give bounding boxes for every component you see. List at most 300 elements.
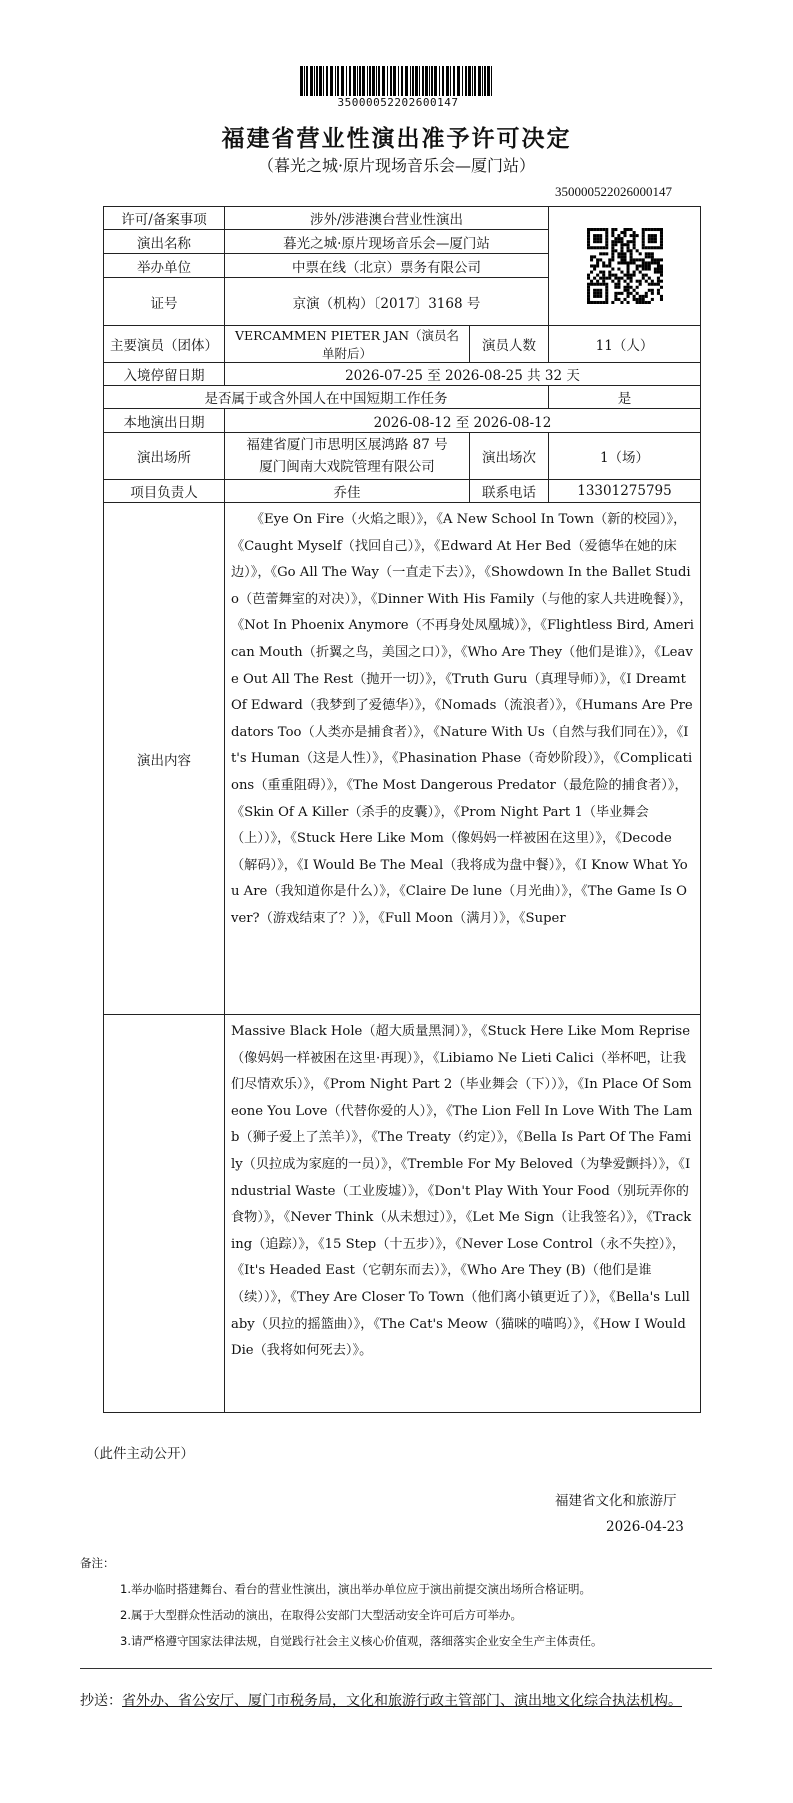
qr-module bbox=[605, 277, 608, 280]
qr-module bbox=[617, 280, 620, 283]
qr-module bbox=[599, 301, 602, 304]
qr-module bbox=[650, 228, 653, 231]
qr-module bbox=[617, 298, 620, 301]
qr-module bbox=[632, 240, 635, 243]
qr-module bbox=[641, 237, 644, 240]
qr-module bbox=[647, 289, 650, 292]
qr-module bbox=[632, 234, 635, 237]
qr-module bbox=[626, 286, 629, 289]
qr-module bbox=[614, 249, 617, 252]
barcode-bar bbox=[304, 66, 305, 96]
qr-module bbox=[590, 264, 593, 267]
qr-module bbox=[617, 268, 620, 271]
qr-module bbox=[605, 252, 608, 255]
qr-module bbox=[653, 246, 656, 249]
qr-module bbox=[641, 258, 644, 261]
qr-module bbox=[626, 274, 629, 277]
qr-module bbox=[641, 295, 644, 298]
qr-module bbox=[593, 295, 596, 298]
qr-module bbox=[593, 283, 596, 286]
qr-module bbox=[596, 301, 599, 304]
barcode-bar bbox=[341, 66, 344, 96]
organizer-label: 举办单位 bbox=[104, 254, 225, 278]
qr-module bbox=[587, 234, 590, 237]
qr-module bbox=[599, 292, 602, 295]
qr-module bbox=[659, 286, 662, 289]
qr-module bbox=[611, 231, 614, 234]
foreign-work-label: 是否属于或含外国人在中国短期工作任务 bbox=[104, 386, 549, 409]
qr-module bbox=[596, 234, 599, 237]
barcode-bar bbox=[453, 66, 455, 96]
qr-module bbox=[620, 271, 623, 274]
barcode-bar bbox=[429, 66, 430, 96]
qr-module bbox=[605, 243, 608, 246]
barcode-bar bbox=[319, 66, 322, 96]
qr-module bbox=[596, 246, 599, 249]
qr-module bbox=[656, 292, 659, 295]
public-note: （此件主动公开） bbox=[86, 1446, 194, 1462]
qr-module bbox=[593, 289, 596, 292]
qr-module bbox=[605, 283, 608, 286]
phone-label: 联系电话 bbox=[470, 480, 549, 503]
barcode-bar bbox=[393, 66, 396, 96]
qr-module bbox=[596, 274, 599, 277]
qr-module bbox=[644, 301, 647, 304]
qr-module bbox=[644, 280, 647, 283]
qr-module bbox=[638, 301, 641, 304]
qr-module bbox=[623, 298, 626, 301]
qr-module bbox=[659, 246, 662, 249]
qr-module bbox=[620, 277, 623, 280]
qr-module bbox=[620, 240, 623, 243]
qr-module bbox=[599, 237, 602, 240]
qr-module bbox=[587, 243, 590, 246]
qr-module bbox=[611, 252, 614, 255]
barcode-bar bbox=[382, 66, 385, 96]
qr-module bbox=[647, 246, 650, 249]
qr-module bbox=[650, 298, 653, 301]
qr-module bbox=[626, 295, 629, 298]
qr-module bbox=[650, 237, 653, 240]
venue-line-1: 福建省厦门市思明区展鸿路 87 号 bbox=[246, 437, 448, 453]
qr-module bbox=[638, 258, 641, 261]
qr-module bbox=[647, 240, 650, 243]
qr-module bbox=[611, 240, 614, 243]
qr-module bbox=[650, 261, 653, 264]
qr-module bbox=[587, 289, 590, 292]
qr-module bbox=[596, 283, 599, 286]
qr-module bbox=[635, 249, 638, 252]
qr-module bbox=[629, 280, 632, 283]
qr-module bbox=[659, 280, 662, 283]
qr-module bbox=[617, 283, 620, 286]
qr-module bbox=[638, 295, 641, 298]
barcode-bar bbox=[468, 66, 471, 96]
qr-module bbox=[611, 246, 614, 249]
qr-module bbox=[593, 255, 596, 258]
qr-module bbox=[641, 246, 644, 249]
qr-module bbox=[626, 277, 629, 280]
qr-module bbox=[596, 295, 599, 298]
qr-module bbox=[653, 271, 656, 274]
qr-module bbox=[617, 255, 620, 258]
qr-module bbox=[647, 283, 650, 286]
sessions-label: 演出场次 bbox=[470, 433, 549, 480]
venue-value bbox=[225, 433, 470, 480]
issue-date: 2026-04-23 bbox=[606, 1519, 684, 1535]
performer-count-label: 演员人数 bbox=[470, 326, 549, 363]
qr-module bbox=[617, 292, 620, 295]
qr-module bbox=[641, 243, 644, 246]
qr-module bbox=[602, 271, 605, 274]
qr-module bbox=[638, 280, 641, 283]
qr-module bbox=[647, 301, 650, 304]
qr-module bbox=[629, 286, 632, 289]
venue-label: 演出场所 bbox=[104, 433, 225, 480]
qr-module bbox=[599, 228, 602, 231]
qr-module bbox=[599, 240, 602, 243]
manager-value: 乔佳 bbox=[225, 480, 470, 503]
qr-module bbox=[635, 280, 638, 283]
qr-module bbox=[626, 289, 629, 292]
qr-module bbox=[620, 246, 623, 249]
remark-item: 3.请严格遵守国家法律法规，自觉践行社会主义核心价值观，落细落实企业安全生产主体责任。 bbox=[120, 1634, 603, 1648]
barcode-bar bbox=[359, 66, 361, 96]
qr-module bbox=[611, 280, 614, 283]
qr-module bbox=[605, 228, 608, 231]
qr-module bbox=[593, 228, 596, 231]
qr-module bbox=[635, 286, 638, 289]
qr-module bbox=[629, 292, 632, 295]
performer-count-value: 11（人） bbox=[549, 326, 701, 363]
qr-module bbox=[623, 280, 626, 283]
qr-module bbox=[626, 243, 629, 246]
qr-module bbox=[644, 264, 647, 267]
qr-module bbox=[608, 271, 611, 274]
organizer-value: 中票在线（北京）票务有限公司 bbox=[225, 254, 549, 278]
qr-module bbox=[650, 255, 653, 258]
qr-module bbox=[617, 286, 620, 289]
qr-module bbox=[593, 264, 596, 267]
qr-module bbox=[638, 298, 641, 301]
qr-module bbox=[608, 258, 611, 261]
qr-module bbox=[593, 277, 596, 280]
local-date-value: 2026-08-12 至 2026-08-12 bbox=[225, 409, 701, 433]
qr-module bbox=[656, 280, 659, 283]
qr-module bbox=[617, 234, 620, 237]
qr-module bbox=[605, 292, 608, 295]
qr-module bbox=[602, 301, 605, 304]
qr-module bbox=[644, 252, 647, 255]
qr-module bbox=[623, 228, 626, 231]
qr-module bbox=[635, 258, 638, 261]
qr-module bbox=[599, 246, 602, 249]
qr-module bbox=[626, 301, 629, 304]
qr-module bbox=[620, 231, 623, 234]
qr-module bbox=[596, 237, 599, 240]
qr-module bbox=[605, 286, 608, 289]
qr-module bbox=[644, 295, 647, 298]
content-part-2: Massive Black Hole（超大质量黑洞）》，《Stuck Here Like Mom Reprise（像妈妈一样被困在这里·再现）》，《Libiamo Ne Lieti Calici（举杯吧，让我们尽情欢乐）》，《Prom Night Part 2（毕业舞会（下））》，《In Place Of Someone You Love（代替你爱的人）》，《The Lion Fell In Love With The Lamb（狮子爱上了羔羊）》，《The Treaty（约定）》，《Bella Is Part Of The Family（贝拉成为家庭的一员）》，《Tremble For My Beloved（为挚爱颤抖）》，《Industrial Waste（工业废墟）》，《Don't Play With Your Food（别玩弄你的食物）》，《Never Think（从未想过）》，《Let Me Sign（让我签名）》，《Tracking（追踪）》，《15 Step（十五步）》，《Never Lose Control（永不失控）》，《It's Headed East（它朝东而去）》，《Who Are They (B)（他们是谁（续））》，《They Are Closer To Town（他们离小镇更近了）》，《Bella's Lullaby（贝拉的摇篮曲）》，《The Cat's Meow（猫咪的喵呜）》，《How I Would Die（我将如何死去）》。 bbox=[225, 1015, 701, 1413]
qr-module bbox=[599, 295, 602, 298]
qr-module bbox=[617, 240, 620, 243]
qr-module bbox=[635, 298, 638, 301]
qr-module bbox=[644, 228, 647, 231]
barcode-bar bbox=[422, 66, 424, 96]
content-part-1: 《Eye On Fire（火焰之眼）》，《A New School In Town（新的校园）》，《Caught Myself（找回自己）》，《Edward At Her Bed（爱德华在她的床边）》，《Go All The Way（一直走下去）》，《Showdown In the Ballet Studio（芭蕾舞室的对决）》，《Dinner With His Family（与他的家人共进晚餐）》，《Not In Phoenix Anymore（不再身处凤凰城）》，《Flightless Bird, American Mouth（折翼之鸟，美国之口）》，《Who Are They（他们是谁）》，《Leave Out All The Rest（抛开一切）》，《Truth Guru（真理导师）》，《I Dreamt Of Edward（我梦到了爱德华）》，《Nomads（流浪者）》，《Humans Are Predators Too（人类亦是捕食者）》，《Nature With Us（自然与我们同在）》，《It's Human（这是人性）》，《Phasination Phase（奇妙阶段）》，《Complications（重重阻碍）》，《The Most Dangerous Predator（最危险的捕食者）》，《Skin Of A Killer（杀手的皮囊）》，《Prom Night Part 1（毕业舞会（上））》，《Stuck Here Like Mom（像妈妈一样被困在这里）》，《Decode（解码）》，《I Would Be The Meal（我将成为盘中餐）》，《I Know What You Are（我知道你是什么）》，《Claire De lune（月光曲）》，《The Game Is Over?（游戏结束了？）》，《Full Moon（满月）》，《Super bbox=[225, 503, 701, 1015]
qr-module bbox=[641, 240, 644, 243]
qr-module bbox=[623, 289, 626, 292]
qr-module bbox=[611, 249, 614, 252]
barcode-bar bbox=[465, 66, 467, 96]
qr-module bbox=[629, 258, 632, 261]
barcode-bar bbox=[415, 66, 418, 96]
qr-module bbox=[608, 261, 611, 264]
qr-module bbox=[587, 228, 590, 231]
qr-module bbox=[638, 283, 641, 286]
qr-module bbox=[641, 228, 644, 231]
qr-module bbox=[605, 264, 608, 267]
qr-module bbox=[590, 271, 593, 274]
qr-module bbox=[629, 274, 632, 277]
phone-value: 13301275795 bbox=[549, 480, 701, 503]
barcode-bar bbox=[434, 66, 437, 96]
qr-module bbox=[587, 246, 590, 249]
performer-value: VERCAMMEN PIETER JAN（演员名单附后） bbox=[225, 326, 470, 363]
qr-module bbox=[647, 261, 650, 264]
qr-module bbox=[605, 298, 608, 301]
license-type-label: 许可/备案事项 bbox=[104, 207, 225, 230]
qr-module bbox=[614, 228, 617, 231]
qr-module bbox=[599, 252, 602, 255]
qr-module bbox=[632, 258, 635, 261]
qr-module bbox=[611, 243, 614, 246]
qr-module bbox=[623, 258, 626, 261]
qr-code bbox=[587, 228, 663, 304]
qr-module bbox=[614, 283, 617, 286]
qr-module bbox=[641, 234, 644, 237]
venue-line-2: 厦门闽南大戏院管理有限公司 bbox=[259, 459, 435, 475]
qr-module bbox=[587, 237, 590, 240]
barcode bbox=[300, 66, 496, 96]
qr-module bbox=[644, 274, 647, 277]
qr-module bbox=[620, 258, 623, 261]
issuer: 福建省文化和旅游厅 bbox=[555, 1493, 677, 1509]
qr-module bbox=[623, 274, 626, 277]
barcode-bar bbox=[410, 66, 411, 96]
qr-module bbox=[593, 240, 596, 243]
document-title: 福建省营业性演出准予许可决定 bbox=[221, 126, 572, 152]
qr-module bbox=[623, 231, 626, 234]
qr-module bbox=[620, 249, 623, 252]
qr-module bbox=[629, 234, 632, 237]
qr-module bbox=[608, 274, 611, 277]
qr-module bbox=[620, 261, 623, 264]
qr-module bbox=[605, 237, 608, 240]
qr-module bbox=[650, 252, 653, 255]
qr-module bbox=[605, 246, 608, 249]
qr-module bbox=[596, 258, 599, 261]
qr-module bbox=[632, 274, 635, 277]
qr-module bbox=[620, 255, 623, 258]
qr-module bbox=[626, 264, 629, 267]
qr-module bbox=[608, 277, 611, 280]
barcode-bar bbox=[323, 66, 324, 96]
qr-module bbox=[647, 264, 650, 267]
qr-module bbox=[641, 277, 644, 280]
qr-module bbox=[611, 274, 614, 277]
qr-module bbox=[596, 292, 599, 295]
cert-label: 证号 bbox=[104, 278, 225, 326]
qr-module bbox=[659, 243, 662, 246]
qr-module bbox=[641, 231, 644, 234]
barcode-bar bbox=[314, 66, 315, 96]
qr-module bbox=[602, 252, 605, 255]
stay-label: 入境停留日期 bbox=[104, 363, 225, 386]
qr-module bbox=[599, 234, 602, 237]
qr-module bbox=[611, 268, 614, 271]
qr-module bbox=[629, 277, 632, 280]
qr-module bbox=[650, 258, 653, 261]
qr-module bbox=[659, 234, 662, 237]
local-date-label: 本地演出日期 bbox=[104, 409, 225, 433]
qr-module bbox=[629, 255, 632, 258]
qr-module bbox=[611, 258, 614, 261]
qr-module bbox=[608, 264, 611, 267]
qr-module bbox=[656, 258, 659, 261]
qr-module bbox=[647, 277, 650, 280]
qr-module bbox=[653, 240, 656, 243]
qr-module bbox=[659, 268, 662, 271]
qr-module bbox=[656, 264, 659, 267]
qr-module bbox=[638, 271, 641, 274]
qr-module bbox=[617, 252, 620, 255]
qr-module bbox=[614, 292, 617, 295]
qr-module bbox=[653, 237, 656, 240]
barcode-bar bbox=[446, 66, 449, 96]
barcode-bar bbox=[474, 66, 476, 96]
qr-module bbox=[659, 271, 662, 274]
qr-module bbox=[653, 268, 656, 271]
show-name-label: 演出名称 bbox=[104, 230, 225, 254]
qr-module bbox=[629, 252, 632, 255]
qr-module bbox=[623, 255, 626, 258]
qr-module bbox=[644, 261, 647, 264]
qr-module bbox=[602, 280, 605, 283]
qr-module bbox=[632, 231, 635, 234]
qr-module bbox=[629, 228, 632, 231]
barcode-bar bbox=[431, 66, 433, 96]
qr-module bbox=[647, 252, 650, 255]
qr-module bbox=[650, 289, 653, 292]
qr-module bbox=[650, 283, 653, 286]
qr-module bbox=[635, 292, 638, 295]
qr-module bbox=[590, 246, 593, 249]
document-subtitle: （暮光之城·原片现场音乐会—厦门站） bbox=[257, 156, 536, 175]
qr-module bbox=[620, 243, 623, 246]
qr-module bbox=[638, 264, 641, 267]
qr-module bbox=[590, 255, 593, 258]
barcode-bar bbox=[367, 66, 368, 96]
qr-module bbox=[632, 298, 635, 301]
barcode-bar bbox=[362, 66, 365, 96]
qr-module bbox=[590, 228, 593, 231]
manager-label: 项目负责人 bbox=[104, 480, 225, 503]
barcode-bar bbox=[330, 66, 333, 96]
qr-module bbox=[590, 280, 593, 283]
qr-module bbox=[659, 298, 662, 301]
qr-module bbox=[641, 261, 644, 264]
barcode-bar bbox=[369, 66, 371, 96]
qr-module bbox=[644, 246, 647, 249]
qr-module bbox=[620, 237, 623, 240]
qr-module bbox=[587, 301, 590, 304]
qr-module bbox=[659, 240, 662, 243]
qr-module bbox=[602, 283, 605, 286]
qr-module bbox=[596, 280, 599, 283]
remark-item: 1.举办临时搭建舞台、看台的营业性演出，演出举办单位应于演出前提交演出场所合格证明。 bbox=[120, 1582, 591, 1596]
qr-module bbox=[587, 298, 590, 301]
qr-module bbox=[647, 255, 650, 258]
qr-module bbox=[602, 274, 605, 277]
qr-module bbox=[650, 240, 653, 243]
document-number: 350000522026000147 bbox=[555, 184, 672, 199]
barcode-bar bbox=[484, 66, 486, 96]
qr-module bbox=[656, 289, 659, 292]
qr-module bbox=[623, 286, 626, 289]
qr-module bbox=[656, 268, 659, 271]
qr-module bbox=[614, 277, 617, 280]
qr-module bbox=[626, 271, 629, 274]
qr-module bbox=[593, 301, 596, 304]
qr-module bbox=[611, 301, 614, 304]
qr-module bbox=[647, 234, 650, 237]
qr-module bbox=[653, 234, 656, 237]
barcode-bar bbox=[376, 66, 377, 96]
qr-module bbox=[587, 295, 590, 298]
barcode-bar bbox=[378, 66, 380, 96]
qr-module bbox=[602, 228, 605, 231]
qr-module bbox=[620, 301, 623, 304]
qr-module bbox=[641, 298, 644, 301]
qr-module bbox=[659, 231, 662, 234]
qr-module bbox=[614, 295, 617, 298]
sessions-value: 1（场） bbox=[549, 433, 701, 480]
barcode-bar bbox=[353, 66, 356, 96]
qr-module bbox=[602, 261, 605, 264]
qr-module bbox=[605, 240, 608, 243]
barcode-bar bbox=[491, 66, 492, 96]
qr-module bbox=[659, 274, 662, 277]
qr-module bbox=[596, 289, 599, 292]
qr-module bbox=[593, 246, 596, 249]
qr-module bbox=[605, 295, 608, 298]
barcode-bar bbox=[405, 66, 408, 96]
qr-module bbox=[647, 228, 650, 231]
qr-module bbox=[626, 249, 629, 252]
qr-module bbox=[653, 283, 656, 286]
barcode-bar bbox=[439, 66, 440, 96]
qr-module bbox=[641, 301, 644, 304]
qr-module bbox=[587, 283, 590, 286]
barcode-bar bbox=[316, 66, 318, 96]
qr-module bbox=[599, 258, 602, 261]
qr-module bbox=[587, 240, 590, 243]
qr-module bbox=[656, 277, 659, 280]
qr-module bbox=[641, 274, 644, 277]
barcode-bar bbox=[387, 66, 388, 96]
qr-module bbox=[656, 271, 659, 274]
